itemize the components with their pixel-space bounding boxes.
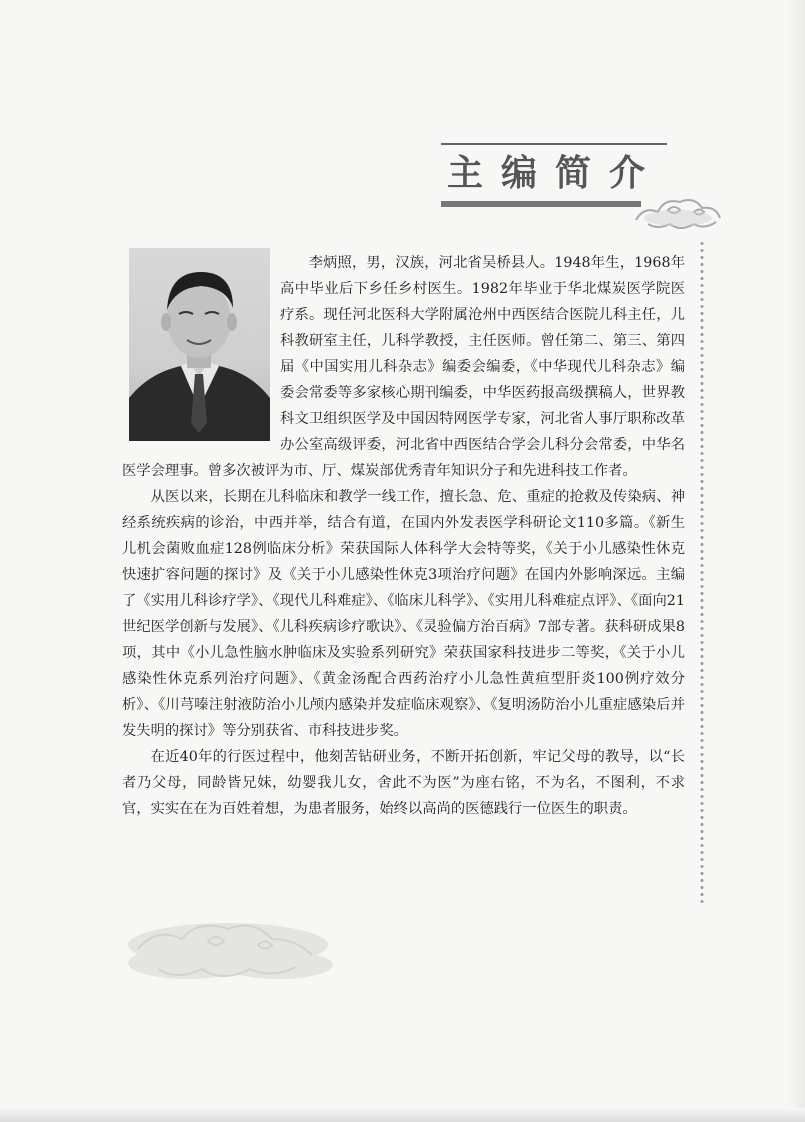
- page-edge-shade: [787, 0, 805, 1122]
- page-bottom-edge: [0, 1108, 805, 1122]
- dotted-vertical-divider: [700, 240, 704, 905]
- title-bottom-rule: [441, 201, 641, 207]
- biography-text: [122, 250, 685, 822]
- bio-paragraph: 李炳照，男，汉族，河北省吴桥县人。1948年生，1968年高中毕业后下乡任乡村医生。1982年毕业于华北煤炭医学院医疗系。现任河北医科大学附属沧州中西医结合医院儿科主任，儿科教研室主任，儿科学教授，主任医师。曾任第二、第三、第四届《中国实用儿科杂志》编委会编委，《中华现代儿科杂志》编委会常委等多家核心期刊编委，中华医药报高级撰稿人，世界教科文卫组织医学及中国因特网医学专家，河北省人事厅职称改革办公室高级评委，河北省中西医结合学会儿科分会常委，中华名医学会理事。曾多次被评为市、厅、煤炭部优秀青年知识分子和先进科技工作者。: [122, 255, 685, 479]
- title-top-rule: [441, 143, 667, 145]
- cloud-ornament-bottom: [118, 905, 348, 1005]
- bio-paragraph: 从医以来，长期在儿科临床和教学一线工作，擅长急、危、重症的抢救及传染病、神经系统疾病的诊治，中西并举，结合有道，在国内外发表医学科研论文110多篇。《新生儿机会菌败血症128例临床分析》荣获国际人体科学大会特等奖，《关于小儿感染性休克快速扩容问题的探讨》及《关于小儿感染性休克3项治疗问题》在国内外影响深远。主编了《实用儿科诊疗学》、《现代儿科难症》、《临床儿科学》、《实用儿科难症点评》、《面向21世纪医学创新与发展》、《儿科疾病诊疗歌诀》、《灵验偏方治百病》7部专著。获科研成果8项，其中《小儿急性脑水肿临床及实验系列研究》荣获国家科技进步二等奖，《关于小儿感染性休克系列治疗问题》、《黄金汤配合西药治疗小儿急性黄疸型肝炎100例疗效分析》、《川芎嗪注射液防治小儿颅内感染并发症临床观察》、《复明汤防治小儿重症感染后并发失明的探讨》等分别获省、市科技进步奖。: [122, 489, 685, 739]
- cloud-ornament-top: [628, 190, 728, 238]
- page-title: 主编简介: [447, 152, 664, 194]
- bio-paragraph: 在近40年的行医过程中，他刻苦钻研业务，不断开拓创新，牢记父母的教导，以“长者乃父母，同龄皆兄妹，幼婴我儿女，舍此不为医”为座右铭，不为名，不图利，不求官，实实在在为百姓着想，为患者服务，始终以高尚的医德践行一位医生的职责。: [122, 749, 685, 817]
- photo-spacer: [122, 250, 280, 450]
